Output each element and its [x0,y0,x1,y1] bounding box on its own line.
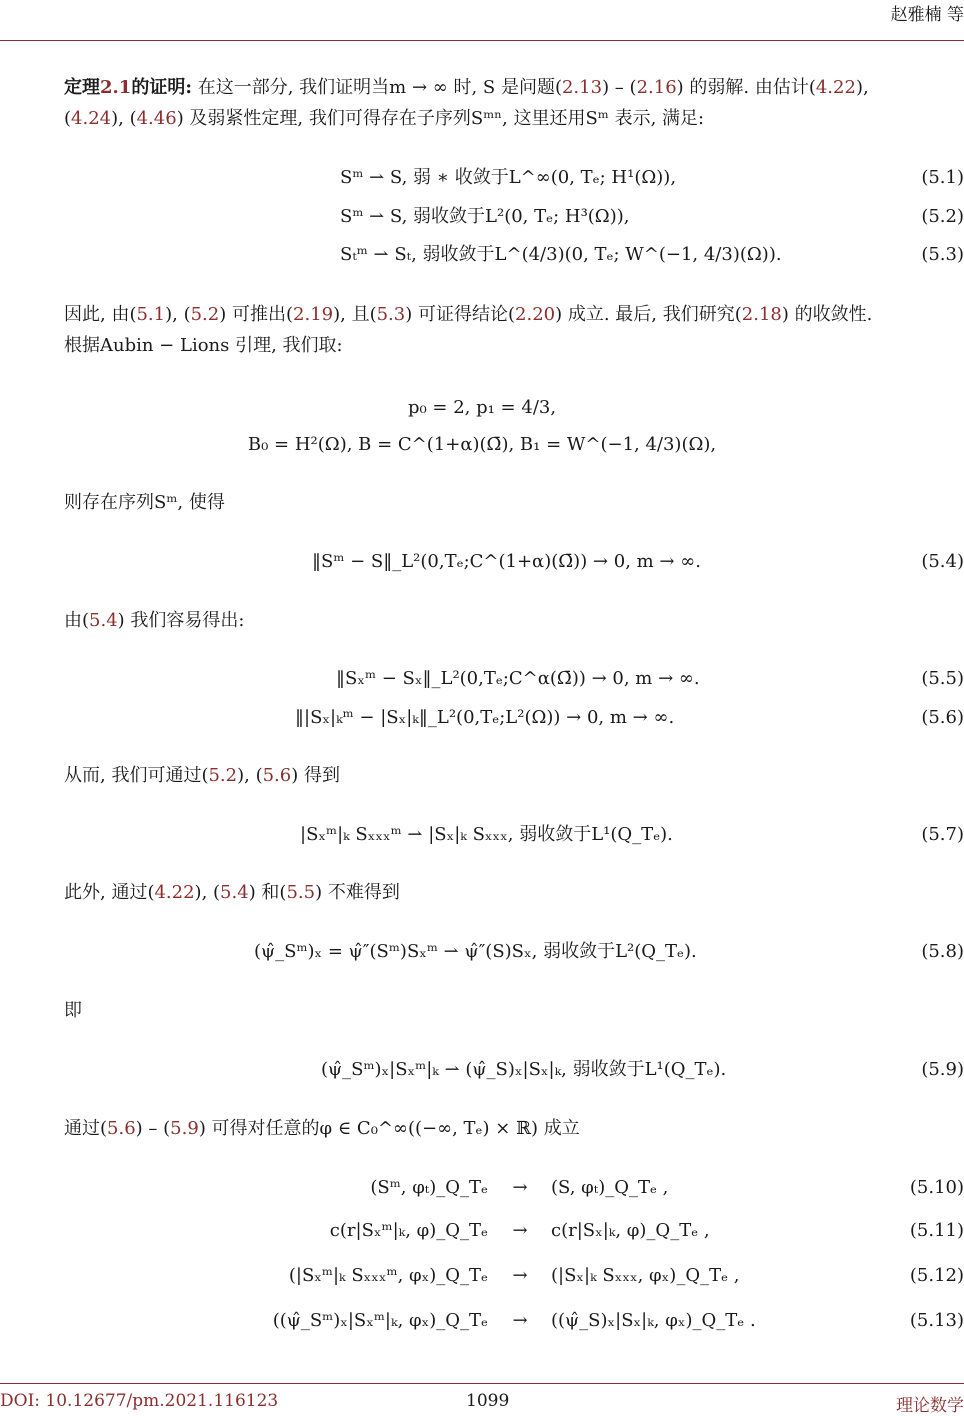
equation-number: (5.7) [921,824,964,845]
equation-number: (5.12) [909,1265,964,1286]
text-span: ) 及弱紧性定理, 我们可得存在子序列Sᵐⁿ, 这里还用Sᵐ 表示, 满足: [176,108,705,129]
ref-link[interactable]: 2.18 [741,304,782,325]
footer-rule [0,1383,964,1384]
equation-number: (5.8) [921,941,964,962]
equation-number: (5.3) [921,244,964,265]
text-span: 由( [64,610,90,631]
text-span: ), [855,77,869,98]
text-span: ) – ( [602,77,637,98]
equation-body: |Sₓᵐ|ₖ Sₓₓₓᵐ ⇀ |Sₓ|ₖ Sₓₓₓ, 弱收敛于L¹(Q_Tₑ). [300,824,673,845]
convergence-arrow: → [512,1265,528,1286]
ref-link[interactable]: 2.20 [515,304,556,325]
ref-link[interactable]: 2.13 [561,77,603,98]
doi-link[interactable]: DOI: 10.12677/pm.2021.116123 [0,1391,279,1411]
text-span: ), ( [237,765,263,786]
equation-lhs: c(r|Sₓᵐ|ₖ, φ)_Q_Tₑ [329,1220,488,1241]
text-span: 从而, 我们可通过( [64,765,209,786]
ref-link[interactable]: 2.16 [636,77,677,98]
equation-body: ‖Sᵐ − S‖_L²(0,Tₑ;C^(1+α)(Ω̄)) → 0, m → ∞. [312,551,701,572]
convergence-arrow: → [512,1310,528,1331]
ref-link[interactable]: 2.19 [293,304,334,325]
text-span: ) 的收敛性. [781,304,873,325]
equation-5-6 [0,703,964,733]
equation-5-3 [0,240,964,270]
text-span: ) 可证得结论( [405,304,516,325]
text-span: ) 可推出( [219,304,294,325]
ref-link[interactable]: 4.22 [815,77,856,98]
equation-5-9 [0,1055,964,1085]
equation-number: (5.4) [921,551,964,572]
text-span: ), ( [165,304,191,325]
equation-lhs: (Sᵐ, φₜ)_Q_Tₑ [370,1177,488,1198]
derivation-paragraph [64,605,964,636]
journal-name[interactable]: 理论数学 [896,1396,964,1416]
thus-paragraph [64,760,964,791]
proof-label: 定理 [64,77,100,98]
equation-lhs: ((ψ̂_Sᵐ)ₓ|Sₓᵐ|ₖ, φₓ)_Q_Tₑ [272,1310,488,1331]
page-number: 1099 [466,1391,510,1411]
equation-5-2 [0,202,964,232]
ref-link[interactable]: 4.24 [71,108,112,129]
ref-link[interactable]: 5.1 [136,304,166,325]
ref-link[interactable]: 4.46 [136,108,177,129]
equation-p-values: p₀ = 2, p₁ = 4/3, [407,397,557,418]
test-function-paragraph [64,1113,964,1144]
equation-body: ‖|Sₓ|ₖᵐ − |Sₓ|ₖ‖_L²(0,Tₑ;L²(Ω)) → 0, m → ∞. [295,707,675,728]
equation-lhs: (|Sₓᵐ|ₖ Sₓₓₓᵐ, φₓ)_Q_Tₑ [288,1265,488,1286]
ref-link[interactable]: 5.2 [208,765,238,786]
equation-5-13 [0,1306,964,1336]
namely-paragraph: 即 [64,1000,82,1021]
text-span: ) 得到 [291,765,340,786]
equation-number: (5.13) [909,1310,964,1331]
text-span: ), ( [111,108,137,129]
text-span: ) 不难得到 [315,882,400,903]
text-span: ) – ( [135,1118,171,1139]
equation-number: (5.11) [909,1220,964,1241]
equation-body: ‖Sₓᵐ − Sₓ‖_L²(0,Tₑ;C^α(Ω̄)) → 0, m → ∞. [336,668,700,689]
text-span: 因此, 由( [64,304,137,325]
ref-link[interactable]: 5.2 [190,304,220,325]
ref-link[interactable]: 5.6 [262,765,292,786]
equation-body: (ψ̂_Sᵐ)ₓ = ψ̂″(Sᵐ)Sₓᵐ ⇀ ψ̂″(S)Sₓ, 弱收敛于L²(Q_Tₑ). [254,941,697,962]
equation-body: Sₜᵐ ⇀ Sₜ, 弱收敛于L^(4/3)(0, Tₑ; W^(−1, 4/3)(Ω)). [340,244,782,265]
ref-link[interactable]: 5.9 [170,1118,199,1139]
ref-link[interactable]: 5.3 [376,304,406,325]
equation-number: (5.5) [921,668,964,689]
equation-body: (ψ̂_Sᵐ)ₓ|Sₓᵐ|ₖ ⇀ (ψ̂_S)ₓ|Sₓ|ₖ, 弱收敛于L¹(Q_Tₑ). [321,1059,727,1080]
running-header-author: 赵雅楠 等 [890,5,964,25]
convergence-arrow: → [512,1177,528,1198]
text-span: ) 我们容易得出: [117,610,245,631]
proof-label-suffix: 的证明: [131,77,192,98]
equation-rhs: c(r|Sₓ|ₖ, φ)_Q_Tₑ , [551,1220,710,1241]
ref-link[interactable]: 5.6 [107,1118,136,1139]
equation-5-12 [0,1261,964,1291]
header-rule [0,40,964,41]
equation-5-5 [0,664,964,694]
equation-rhs: ((ψ̂_S)ₓ|Sₓ|ₖ, φₓ)_Q_Tₑ . [551,1310,756,1331]
text-span: 通过( [64,1118,108,1139]
sequence-paragraph: 则存在序列Sᵐ, 使得 [64,492,225,513]
text-span: ) 成立. 最后, 我们研究( [555,304,742,325]
equation-body: Sᵐ ⇀ S, 弱收敛于L²(0, Tₑ; H³(Ω)), [340,206,630,227]
equation-rhs: (S, φₜ)_Q_Tₑ , [551,1177,669,1198]
text-span: ) 可得对任意的φ ∈ C₀^∞((−∞, Tₑ) × ℝ) 成立 [198,1118,580,1139]
text-span: 根据Aubin − Lions 引理, 我们取: [64,335,343,356]
equation-number: (5.1) [921,167,964,188]
equation-number: (5.6) [921,707,964,728]
theorem-ref-link[interactable]: 2.1 [100,77,132,98]
equation-b-spaces: B₀ = H²(Ω), B = C^(1+α)(Ω̄), B₁ = W^(−1, 4/3)(Ω), [247,434,717,455]
equation-number: (5.2) [921,206,964,227]
ref-link[interactable]: 5.4 [220,882,249,903]
text-span: 在这一部分, 我们证明当m → ∞ 时, S 是问题( [191,77,562,98]
text-span: ( [64,108,72,129]
ref-link[interactable]: 5.4 [89,610,118,631]
equation-number: (5.10) [909,1177,964,1198]
text-span: 此外, 通过( [64,882,155,903]
convergence-arrow: → [512,1220,528,1241]
equation-5-10 [0,1173,964,1203]
text-span: ), ( [194,882,221,903]
equation-rhs: (|Sₓ|ₖ Sₓₓₓ, φₓ)_Q_Tₑ , [551,1265,740,1286]
equation-5-11 [0,1216,964,1246]
moreover-paragraph [64,877,964,908]
ref-link[interactable]: 4.22 [154,882,195,903]
conclusion-paragraph [64,299,964,361]
equation-5-8 [0,937,964,967]
text-span: ) 的弱解. 由估计( [676,77,816,98]
ref-link[interactable]: 5.5 [286,882,316,903]
equation-body: Sᵐ ⇀ S, 弱 ∗ 收敛于L^∞(0, Tₑ; H¹(Ω)), [340,167,677,188]
proof-intro-paragraph [64,72,964,134]
text-span: ) 和( [248,882,287,903]
equation-5-1 [0,163,964,193]
equation-5-4 [0,547,964,577]
equation-5-7 [0,820,964,850]
text-span: ), 且( [333,304,377,325]
equation-number: (5.9) [921,1059,964,1080]
